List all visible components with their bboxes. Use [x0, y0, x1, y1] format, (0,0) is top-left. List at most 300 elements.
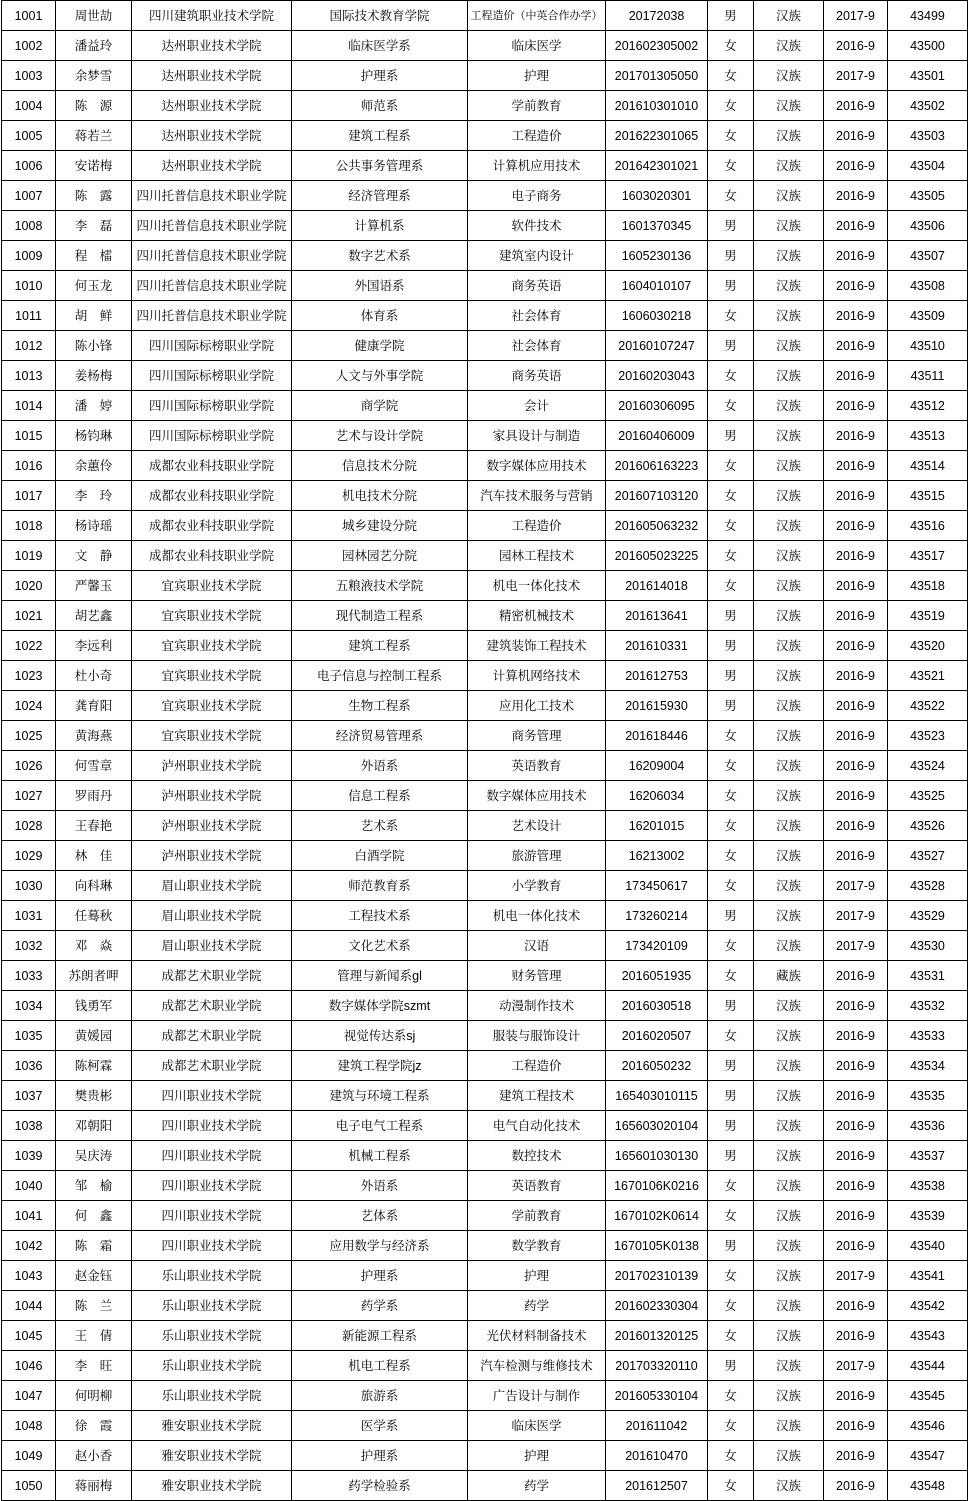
student-name-cell: 李 玲	[56, 481, 132, 511]
table-row	[2, 1351, 968, 1381]
major-cell: 应用化工技术	[468, 691, 606, 721]
certificate-code-cell: 43519	[888, 601, 968, 631]
ethnicity-cell: 汉族	[754, 1021, 824, 1051]
certificate-code-cell: 43531	[888, 961, 968, 991]
gender-cell: 男	[708, 241, 754, 271]
ethnicity-cell: 汉族	[754, 571, 824, 601]
major-cell: 临床医学	[468, 31, 606, 61]
student-name-cell: 林 佳	[56, 841, 132, 871]
enrollment-date-cell: 2016-9	[824, 1291, 888, 1321]
school-name-cell: 成都艺术职业学院	[132, 991, 292, 1021]
department-cell: 应用数学与经济系	[292, 1231, 468, 1261]
gender-cell: 女	[708, 391, 754, 421]
major-cell: 学前教育	[468, 1201, 606, 1231]
school-name-cell: 四川国际标榜职业学院	[132, 361, 292, 391]
student-id-cell: 201702310139	[606, 1261, 708, 1291]
student-name-cell: 蒋若兰	[56, 121, 132, 151]
student-id-cell: 1670106K0216	[606, 1171, 708, 1201]
student-name-cell: 杜小奇	[56, 661, 132, 691]
major-cell: 学前教育	[468, 91, 606, 121]
table-row	[2, 1261, 968, 1291]
table-row	[2, 661, 968, 691]
student-id-cell: 20172038	[606, 1, 708, 31]
enrollment-date-cell: 2016-9	[824, 421, 888, 451]
student-name-cell: 姜杨梅	[56, 361, 132, 391]
certificate-code-cell: 43525	[888, 781, 968, 811]
certificate-code-cell: 43528	[888, 871, 968, 901]
ethnicity-cell: 汉族	[754, 1081, 824, 1111]
department-cell: 五粮液技术学院	[292, 571, 468, 601]
gender-cell: 男	[708, 601, 754, 631]
school-name-cell: 泸州职业技术学院	[132, 781, 292, 811]
certificate-code-cell: 43511	[888, 361, 968, 391]
major-cell: 建筑室内设计	[468, 241, 606, 271]
student-name-cell: 陈 露	[56, 181, 132, 211]
school-name-cell: 四川国际标榜职业学院	[132, 331, 292, 361]
ethnicity-cell: 汉族	[754, 841, 824, 871]
department-cell: 外语系	[292, 1171, 468, 1201]
row-number-cell: 1002	[2, 31, 56, 61]
gender-cell: 女	[708, 721, 754, 751]
certificate-code-cell: 43515	[888, 481, 968, 511]
table-row	[2, 571, 968, 601]
student-name-cell: 蒋丽梅	[56, 1471, 132, 1501]
row-number-cell: 1005	[2, 121, 56, 151]
department-cell: 建筑与环境工程系	[292, 1081, 468, 1111]
school-name-cell: 雅安职业技术学院	[132, 1471, 292, 1501]
student-id-cell: 16201015	[606, 811, 708, 841]
certificate-code-cell: 43518	[888, 571, 968, 601]
table-row	[2, 271, 968, 301]
row-number-cell: 1022	[2, 631, 56, 661]
major-cell: 计算机网络技术	[468, 661, 606, 691]
table-row	[2, 511, 968, 541]
gender-cell: 男	[708, 1, 754, 31]
major-cell: 旅游管理	[468, 841, 606, 871]
major-cell: 商务英语	[468, 271, 606, 301]
table-row	[2, 691, 968, 721]
student-name-cell: 邹 榆	[56, 1171, 132, 1201]
enrollment-date-cell: 2016-9	[824, 991, 888, 1021]
major-cell: 会计	[468, 391, 606, 421]
certificate-code-cell: 43540	[888, 1231, 968, 1261]
certificate-code-cell: 43541	[888, 1261, 968, 1291]
table-row	[2, 151, 968, 181]
enrollment-date-cell: 2016-9	[824, 1111, 888, 1141]
enrollment-date-cell: 2016-9	[824, 1141, 888, 1171]
student-id-cell: 2016050232	[606, 1051, 708, 1081]
school-name-cell: 乐山职业技术学院	[132, 1381, 292, 1411]
certificate-code-cell: 43539	[888, 1201, 968, 1231]
school-name-cell: 雅安职业技术学院	[132, 1441, 292, 1471]
major-cell: 小学教育	[468, 871, 606, 901]
certificate-code-cell: 43535	[888, 1081, 968, 1111]
certificate-code-cell: 43514	[888, 451, 968, 481]
table-row	[2, 721, 968, 751]
ethnicity-cell: 汉族	[754, 1141, 824, 1171]
gender-cell: 女	[708, 1201, 754, 1231]
school-name-cell: 达州职业技术学院	[132, 121, 292, 151]
ethnicity-cell: 汉族	[754, 331, 824, 361]
gender-cell: 男	[708, 901, 754, 931]
row-number-cell: 1017	[2, 481, 56, 511]
department-cell: 商学院	[292, 391, 468, 421]
row-number-cell: 1028	[2, 811, 56, 841]
table-row	[2, 1321, 968, 1351]
department-cell: 数字艺术系	[292, 241, 468, 271]
certificate-code-cell: 43506	[888, 211, 968, 241]
table-row	[2, 871, 968, 901]
department-cell: 药学检验系	[292, 1471, 468, 1501]
department-cell: 艺术系	[292, 811, 468, 841]
student-name-cell: 何 鑫	[56, 1201, 132, 1231]
school-name-cell: 乐山职业技术学院	[132, 1291, 292, 1321]
major-cell: 社会体育	[468, 331, 606, 361]
department-cell: 师范系	[292, 91, 468, 121]
student-id-cell: 201615930	[606, 691, 708, 721]
major-cell: 工程造价	[468, 121, 606, 151]
row-number-cell: 1016	[2, 451, 56, 481]
school-name-cell: 宜宾职业技术学院	[132, 631, 292, 661]
department-cell: 艺体系	[292, 1201, 468, 1231]
department-cell: 建筑工程系	[292, 631, 468, 661]
school-name-cell: 四川国际标榜职业学院	[132, 421, 292, 451]
ethnicity-cell: 汉族	[754, 1411, 824, 1441]
enrollment-date-cell: 2016-9	[824, 1441, 888, 1471]
ethnicity-cell: 汉族	[754, 1261, 824, 1291]
student-name-cell: 李 旺	[56, 1351, 132, 1381]
department-cell: 工程技术系	[292, 901, 468, 931]
major-cell: 电气自动化技术	[468, 1111, 606, 1141]
department-cell: 护理系	[292, 61, 468, 91]
enrollment-date-cell: 2016-9	[824, 811, 888, 841]
gender-cell: 男	[708, 331, 754, 361]
student-id-cell: 20160107247	[606, 331, 708, 361]
student-name-cell: 周世劼	[56, 1, 132, 31]
table-row	[2, 331, 968, 361]
department-cell: 健康学院	[292, 331, 468, 361]
enrollment-date-cell: 2017-9	[824, 61, 888, 91]
table-row	[2, 31, 968, 61]
ethnicity-cell: 汉族	[754, 871, 824, 901]
major-cell: 药学	[468, 1471, 606, 1501]
ethnicity-cell: 汉族	[754, 721, 824, 751]
ethnicity-cell: 汉族	[754, 541, 824, 571]
certificate-code-cell: 43520	[888, 631, 968, 661]
row-number-cell: 1014	[2, 391, 56, 421]
school-name-cell: 雅安职业技术学院	[132, 1411, 292, 1441]
certificate-code-cell: 43532	[888, 991, 968, 1021]
gender-cell: 女	[708, 571, 754, 601]
ethnicity-cell: 汉族	[754, 1471, 824, 1501]
student-id-cell: 201610301010	[606, 91, 708, 121]
enrollment-date-cell: 2016-9	[824, 271, 888, 301]
student-id-cell: 201614018	[606, 571, 708, 601]
enrollment-date-cell: 2016-9	[824, 1411, 888, 1441]
enrollment-date-cell: 2016-9	[824, 571, 888, 601]
table-row	[2, 931, 968, 961]
student-name-cell: 余蕙伶	[56, 451, 132, 481]
school-name-cell: 四川职业技术学院	[132, 1081, 292, 1111]
certificate-code-cell: 43530	[888, 931, 968, 961]
student-name-cell: 王春艳	[56, 811, 132, 841]
major-cell: 软件技术	[468, 211, 606, 241]
enrollment-date-cell: 2017-9	[824, 931, 888, 961]
table-row	[2, 631, 968, 661]
row-number-cell: 1024	[2, 691, 56, 721]
gender-cell: 男	[708, 1141, 754, 1171]
table-row	[2, 961, 968, 991]
enrollment-date-cell: 2016-9	[824, 1231, 888, 1261]
row-number-cell: 1010	[2, 271, 56, 301]
major-cell: 财务管理	[468, 961, 606, 991]
row-number-cell: 1046	[2, 1351, 56, 1381]
ethnicity-cell: 汉族	[754, 151, 824, 181]
school-name-cell: 成都农业科技职业学院	[132, 541, 292, 571]
student-name-cell: 樊贵彬	[56, 1081, 132, 1111]
major-cell: 艺术设计	[468, 811, 606, 841]
major-cell: 数字媒体应用技术	[468, 781, 606, 811]
school-name-cell: 成都农业科技职业学院	[132, 451, 292, 481]
table-row	[2, 1, 968, 31]
certificate-code-cell: 43513	[888, 421, 968, 451]
student-id-cell: 201610331	[606, 631, 708, 661]
major-cell: 机电一体化技术	[468, 901, 606, 931]
major-cell: 商务英语	[468, 361, 606, 391]
row-number-cell: 1045	[2, 1321, 56, 1351]
student-id-cell: 16213002	[606, 841, 708, 871]
row-number-cell: 1049	[2, 1441, 56, 1471]
certificate-code-cell: 43503	[888, 121, 968, 151]
department-cell: 机电技术分院	[292, 481, 468, 511]
school-name-cell: 宜宾职业技术学院	[132, 721, 292, 751]
major-cell: 工程造价（中英合作办学）	[468, 1, 606, 31]
table-row	[2, 1231, 968, 1261]
gender-cell: 男	[708, 1231, 754, 1261]
table-row	[2, 1441, 968, 1471]
major-cell: 汉语	[468, 931, 606, 961]
row-number-cell: 1006	[2, 151, 56, 181]
ethnicity-cell: 汉族	[754, 1051, 824, 1081]
student-name-cell: 陈 霜	[56, 1231, 132, 1261]
gender-cell: 女	[708, 451, 754, 481]
student-name-cell: 赵金钰	[56, 1261, 132, 1291]
enrollment-date-cell: 2016-9	[824, 361, 888, 391]
student-id-cell: 16206034	[606, 781, 708, 811]
enrollment-date-cell: 2016-9	[824, 1021, 888, 1051]
student-id-cell: 173420109	[606, 931, 708, 961]
student-name-cell: 余梦雪	[56, 61, 132, 91]
row-number-cell: 1047	[2, 1381, 56, 1411]
enrollment-date-cell: 2016-9	[824, 1321, 888, 1351]
major-cell: 精密机械技术	[468, 601, 606, 631]
student-id-cell: 201701305050	[606, 61, 708, 91]
row-number-cell: 1035	[2, 1021, 56, 1051]
student-name-cell: 何雪章	[56, 751, 132, 781]
row-number-cell: 1019	[2, 541, 56, 571]
row-number-cell: 1020	[2, 571, 56, 601]
ethnicity-cell: 汉族	[754, 691, 824, 721]
row-number-cell: 1033	[2, 961, 56, 991]
gender-cell: 女	[708, 151, 754, 181]
department-cell: 白酒学院	[292, 841, 468, 871]
gender-cell: 女	[708, 541, 754, 571]
ethnicity-cell: 汉族	[754, 631, 824, 661]
school-name-cell: 成都艺术职业学院	[132, 961, 292, 991]
certificate-code-cell: 43501	[888, 61, 968, 91]
gender-cell: 男	[708, 631, 754, 661]
table-row	[2, 601, 968, 631]
school-name-cell: 泸州职业技术学院	[132, 751, 292, 781]
gender-cell: 男	[708, 1111, 754, 1141]
table-row	[2, 781, 968, 811]
enrollment-date-cell: 2016-9	[824, 121, 888, 151]
ethnicity-cell: 汉族	[754, 931, 824, 961]
school-name-cell: 四川建筑职业技术学院	[132, 1, 292, 31]
ethnicity-cell: 汉族	[754, 781, 824, 811]
student-id-cell: 201613641	[606, 601, 708, 631]
student-id-cell: 20160406009	[606, 421, 708, 451]
student-id-cell: 1670105K0138	[606, 1231, 708, 1261]
student-name-cell: 胡 鲜	[56, 301, 132, 331]
gender-cell: 女	[708, 811, 754, 841]
certificate-code-cell: 43509	[888, 301, 968, 331]
school-name-cell: 四川托普信息技术职业学院	[132, 211, 292, 241]
ethnicity-cell: 汉族	[754, 301, 824, 331]
table-row	[2, 841, 968, 871]
school-name-cell: 四川职业技术学院	[132, 1141, 292, 1171]
enrollment-date-cell: 2016-9	[824, 691, 888, 721]
table-row	[2, 541, 968, 571]
enrollment-date-cell: 2016-9	[824, 1051, 888, 1081]
enrollment-date-cell: 2016-9	[824, 781, 888, 811]
gender-cell: 女	[708, 91, 754, 121]
major-cell: 计算机应用技术	[468, 151, 606, 181]
department-cell: 电子信息与控制工程系	[292, 661, 468, 691]
certificate-code-cell: 43546	[888, 1411, 968, 1441]
student-id-cell: 2016020507	[606, 1021, 708, 1051]
row-number-cell: 1043	[2, 1261, 56, 1291]
major-cell: 数学教育	[468, 1231, 606, 1261]
table-row	[2, 751, 968, 781]
ethnicity-cell: 汉族	[754, 601, 824, 631]
row-number-cell: 1029	[2, 841, 56, 871]
table-row	[2, 361, 968, 391]
ethnicity-cell: 汉族	[754, 451, 824, 481]
department-cell: 经济管理系	[292, 181, 468, 211]
gender-cell: 女	[708, 1321, 754, 1351]
student-name-cell: 徐 霞	[56, 1411, 132, 1441]
ethnicity-cell: 汉族	[754, 1381, 824, 1411]
student-id-cell: 201612753	[606, 661, 708, 691]
student-name-cell: 吴庆涛	[56, 1141, 132, 1171]
ethnicity-cell: 汉族	[754, 1291, 824, 1321]
gender-cell: 女	[708, 931, 754, 961]
ethnicity-cell: 汉族	[754, 91, 824, 121]
row-number-cell: 1038	[2, 1111, 56, 1141]
school-name-cell: 乐山职业技术学院	[132, 1351, 292, 1381]
enrollment-date-cell: 2017-9	[824, 901, 888, 931]
certificate-code-cell: 43522	[888, 691, 968, 721]
major-cell: 数控技术	[468, 1141, 606, 1171]
school-name-cell: 四川职业技术学院	[132, 1111, 292, 1141]
student-name-cell: 王 倩	[56, 1321, 132, 1351]
gender-cell: 女	[708, 1381, 754, 1411]
student-id-cell: 201602305002	[606, 31, 708, 61]
department-cell: 外语系	[292, 751, 468, 781]
ethnicity-cell: 汉族	[754, 1231, 824, 1261]
gender-cell: 女	[708, 1021, 754, 1051]
certificate-code-cell: 43538	[888, 1171, 968, 1201]
major-cell: 建筑装饰工程技术	[468, 631, 606, 661]
row-number-cell: 1044	[2, 1291, 56, 1321]
ethnicity-cell: 汉族	[754, 811, 824, 841]
student-name-cell: 潘益玲	[56, 31, 132, 61]
row-number-cell: 1031	[2, 901, 56, 931]
row-number-cell: 1032	[2, 931, 56, 961]
major-cell: 商务管理	[468, 721, 606, 751]
table-row	[2, 991, 968, 1021]
row-number-cell: 1004	[2, 91, 56, 121]
row-number-cell: 1041	[2, 1201, 56, 1231]
certificate-code-cell: 43512	[888, 391, 968, 421]
ethnicity-cell: 汉族	[754, 991, 824, 1021]
student-id-cell: 201610470	[606, 1441, 708, 1471]
certificate-code-cell: 43516	[888, 511, 968, 541]
enrollment-date-cell: 2016-9	[824, 181, 888, 211]
major-cell: 建筑工程技术	[468, 1081, 606, 1111]
enrollment-date-cell: 2016-9	[824, 661, 888, 691]
row-number-cell: 1007	[2, 181, 56, 211]
school-name-cell: 达州职业技术学院	[132, 61, 292, 91]
student-id-cell: 201642301021	[606, 151, 708, 181]
ethnicity-cell: 汉族	[754, 121, 824, 151]
ethnicity-cell: 汉族	[754, 181, 824, 211]
school-name-cell: 达州职业技术学院	[132, 151, 292, 181]
school-name-cell: 眉山职业技术学院	[132, 931, 292, 961]
ethnicity-cell: 汉族	[754, 391, 824, 421]
gender-cell: 女	[708, 61, 754, 91]
certificate-code-cell: 43533	[888, 1021, 968, 1051]
major-cell: 数字媒体应用技术	[468, 451, 606, 481]
student-name-cell: 何玉龙	[56, 271, 132, 301]
ethnicity-cell: 汉族	[754, 1441, 824, 1471]
row-number-cell: 1036	[2, 1051, 56, 1081]
student-id-cell: 201605330104	[606, 1381, 708, 1411]
gender-cell: 女	[708, 961, 754, 991]
student-name-cell: 黄海燕	[56, 721, 132, 751]
department-cell: 建筑工程系	[292, 121, 468, 151]
department-cell: 现代制造工程系	[292, 601, 468, 631]
enrollment-date-cell: 2017-9	[824, 1261, 888, 1291]
department-cell: 视觉传达系sj	[292, 1021, 468, 1051]
student-name-cell: 李远利	[56, 631, 132, 661]
enrollment-date-cell: 2016-9	[824, 451, 888, 481]
gender-cell: 女	[708, 1471, 754, 1501]
student-id-cell: 201622301065	[606, 121, 708, 151]
student-id-cell: 173260214	[606, 901, 708, 931]
row-number-cell: 1015	[2, 421, 56, 451]
gender-cell: 女	[708, 781, 754, 811]
student-id-cell: 201602330304	[606, 1291, 708, 1321]
ethnicity-cell: 汉族	[754, 1201, 824, 1231]
row-number-cell: 1025	[2, 721, 56, 751]
table-row	[2, 1201, 968, 1231]
enrollment-date-cell: 2016-9	[824, 751, 888, 781]
student-name-cell: 向科琳	[56, 871, 132, 901]
student-name-cell: 杨诗瑶	[56, 511, 132, 541]
student-id-cell: 201601320125	[606, 1321, 708, 1351]
